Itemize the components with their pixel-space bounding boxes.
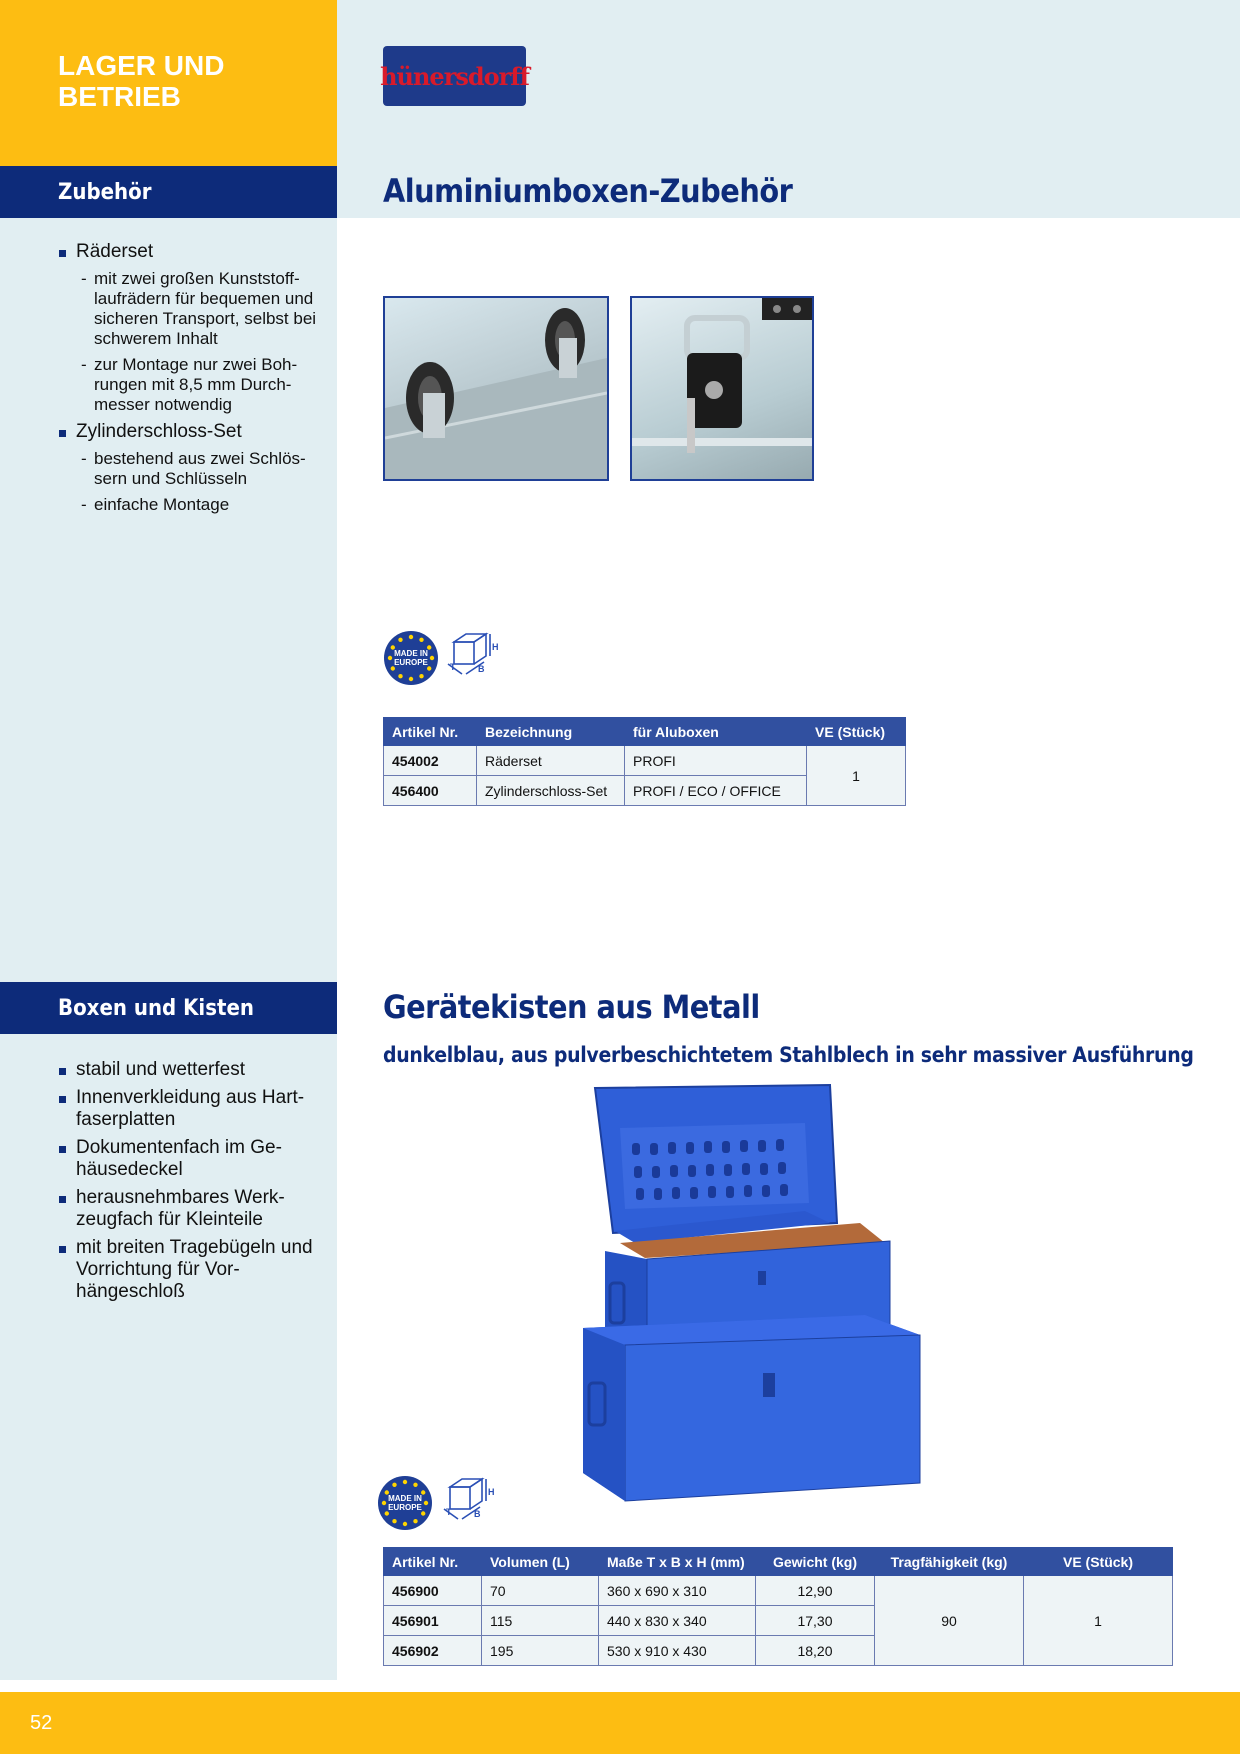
section2-product-table [383,1547,1173,1666]
feature-item: Innenverkleidung aus Hart-faserplatten [58,1087,323,1131]
section2-title: Gerätekisten aus Metall [383,988,760,1026]
table-header: Maße T x B x H (mm) [599,1548,756,1576]
feature-label: Zylinderschloss-Set [76,421,242,442]
badge-text [383,649,439,667]
article-number: 456900 [384,1576,482,1606]
article-number: 456902 [384,1636,482,1666]
feature-item: Dokumentenfach im Ge-häusedeckel [58,1137,323,1181]
table-header-row [384,1548,1173,1576]
dimensions: 440 x 830 x 340 [599,1606,756,1636]
dim-width-label: B [478,664,485,674]
table-header: Artikel Nr. [384,718,477,746]
section1-product-table [383,717,906,806]
section2-subtitle: dunkelblau, aus pulverbeschichtetem Stahlblech in sehr massiver Ausführung [383,1043,1194,1067]
badge-line2: EUROPE [394,658,428,667]
table-header: VE (Stück) [1024,1548,1173,1576]
section-header-block [0,0,337,166]
feature-item: stabil und wetterfest [58,1059,323,1081]
table-header: Artikel Nr. [384,1548,482,1576]
badge-line1: MADE IN [388,1494,422,1503]
dimensions: 360 x 690 x 310 [599,1576,756,1606]
designation: Zylinderschloss-Set [477,776,625,806]
page-number: 52 [30,1712,53,1734]
lock-icon [632,298,812,479]
article-number: 456901 [384,1606,482,1636]
dim-height-label: H [492,642,499,652]
table-header: für Aluboxen [625,718,807,746]
designation: Räderset [477,746,625,776]
table-header-row [384,718,906,746]
article-number: 454002 [384,746,477,776]
logo-text: hünersdorff [380,61,529,91]
sidebar-category-bar [0,166,337,218]
brand-logo [380,46,529,106]
compatible-boxes: PROFI / ECO / OFFICE [625,776,807,806]
tool-chest-icon [575,1083,930,1508]
volume: 115 [482,1606,599,1636]
sidebar-category-title-2: Boxen und Kisten [58,996,254,1021]
section-title [58,50,224,112]
badge-line1: MADE IN [394,649,428,658]
dim-height-label: H [488,1487,495,1497]
dimensions: 530 x 910 x 430 [599,1636,756,1666]
sidebar-category-title: Zubehör [58,180,152,205]
badge-text [377,1494,433,1512]
feature-item [58,421,323,515]
weight: 18,20 [756,1636,875,1666]
dimensions-icon [444,630,500,675]
article-number: 456400 [384,776,477,806]
product-table [383,1547,1173,1666]
wheel-set-photo [383,296,609,481]
table-header: Gewicht (kg) [756,1548,875,1576]
feature-detail: - mit zwei großen Kunststoff-laufrädern für bequemen und sicheren Transport, selbst bei schwerem Inhalt [76,269,323,349]
feature-label: Räderset [76,241,154,262]
feature-item: herausnehmbares Werk-zeugfach für Kleinteile [58,1187,323,1231]
feature-detail: - bestehend aus zwei Schlös-sern und Schlüsseln [76,449,323,489]
feature-item [58,241,323,415]
badge-line2: EUROPE [388,1503,422,1512]
section1-title: Aluminiumboxen-Zubehör [383,172,793,210]
feature-detail: - zur Montage nur zwei Boh-rungen mit 8,5 mm Durch-messer notwendig [76,355,323,415]
packaging-unit: 1 [807,746,906,806]
packaging-unit: 1 [1024,1576,1173,1666]
sidebar-category-bar-2 [0,982,337,1034]
dim-depth-label: T [450,662,456,672]
table-row [384,1576,1173,1606]
table-header: Volumen (L) [482,1548,599,1576]
page-footer [0,1692,1240,1754]
load-capacity: 90 [875,1576,1024,1666]
table-header: VE (Stück) [807,718,906,746]
table-row [384,746,906,776]
section-title-line1: LAGER UND [58,50,225,81]
feature-item: mit breiten Tragebügeln und Vorrichtung für Vor-hängeschloß [58,1237,323,1303]
compatible-boxes: PROFI [625,746,807,776]
volume: 195 [482,1636,599,1666]
made-in-europe-badge [383,630,439,686]
weight: 12,90 [756,1576,875,1606]
weight: 17,30 [756,1606,875,1636]
made-in-europe-badge-2 [377,1475,433,1531]
table-header: Tragfähigkeit (kg) [875,1548,1024,1576]
dimensions-icon-2 [440,1475,496,1520]
table-header: Bezeichnung [477,718,625,746]
feature-detail: - einfache Montage [76,495,323,515]
section-title-line2: BETRIEB [58,81,181,112]
volume: 70 [482,1576,599,1606]
product-table [383,717,906,806]
section1-feature-list [58,241,323,521]
wheel-icon [385,298,607,479]
section2-feature-list [58,1059,323,1309]
dim-width-label: B [474,1509,481,1519]
cylinder-lock-photo [630,296,814,481]
metal-tool-chests-photo [575,1083,930,1508]
dim-depth-label: T [446,1507,452,1517]
